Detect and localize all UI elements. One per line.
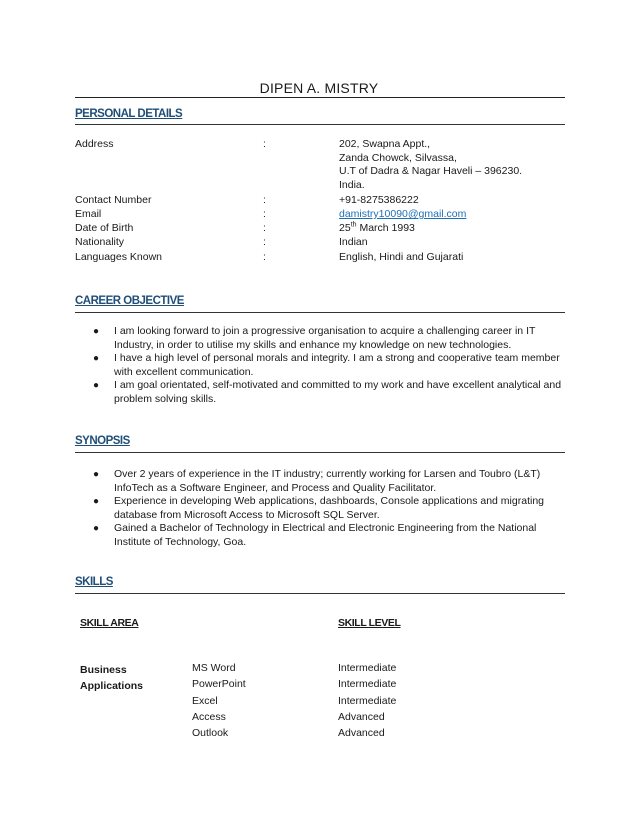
list-item — [90, 379, 565, 406]
dob-suffix: th — [350, 221, 357, 229]
list-item — [90, 325, 565, 352]
colon: : — [263, 138, 266, 150]
languages-label: Languages Known — [75, 251, 162, 263]
career-item-text: I am looking forward to join a progressive organisation to acquire a challenging career in IT Industry, in order to utilise my skills and enhance my knowledge on new technologies. — [114, 325, 536, 351]
colon: : — [263, 251, 266, 263]
colon: : — [263, 222, 266, 234]
synopsis-list — [90, 468, 565, 550]
section-divider — [75, 593, 565, 594]
skill-level: Advanced — [338, 711, 385, 723]
nationality-label: Nationality — [75, 236, 125, 248]
dob-value — [339, 222, 415, 236]
address-line-4: India. — [339, 179, 365, 191]
synopsis-item-text: Gained a Bachelor of Technology in Electrical and Electronic Engineering from the National Institute of Technology, Goa. — [114, 522, 537, 548]
email-label: Email — [75, 208, 102, 220]
address-line-2: Zanda Chowck, Silvassa, — [339, 152, 457, 164]
dob-day: 25 — [339, 222, 351, 234]
email-link[interactable]: damistry10090@gmail.com — [339, 208, 467, 220]
section-title-skills: SKILLS — [75, 576, 113, 588]
colon: : — [263, 208, 266, 220]
skill-level: Advanced — [338, 727, 385, 739]
section-title-personal-details: PERSONAL DETAILS — [75, 108, 183, 120]
bullet-icon: ● — [93, 380, 100, 392]
synopsis-item-text: Over 2 years of experience in the IT industry; currently working for Larsen and Toubro (L&T) InfoTech as a Software Engineer, and Process and Quality Facilitator. — [114, 468, 541, 494]
section-divider — [75, 124, 565, 125]
nationality-value: Indian — [339, 236, 368, 248]
skill-level: Intermediate — [338, 678, 397, 690]
bullet-icon: ● — [93, 469, 100, 480]
skill-level-header: SKILL LEVEL — [338, 617, 401, 629]
contact-label: Contact Number — [75, 194, 152, 206]
skill-category-line: Business — [80, 664, 127, 676]
address-label: Address — [75, 138, 114, 150]
address-line-3: U.T of Dadra & Nagar Haveli – 396230. — [339, 165, 523, 177]
skill-level: Intermediate — [338, 662, 397, 674]
section-divider — [75, 452, 565, 453]
career-item-text: I am goal orientated, self-motivated and committed to my work and have excellent analytical and problem solving skills. — [114, 379, 562, 405]
bullet-icon: ● — [93, 496, 100, 508]
career-item-text: I have a high level of personal morals and integrity. I am a strong and cooperative team member with excellent communication. — [114, 352, 560, 378]
languages-value: English, Hindi and Gujarati — [339, 251, 464, 263]
bullet-icon: ● — [93, 353, 100, 365]
skill-level: Intermediate — [338, 695, 397, 707]
dob-label: Date of Birth — [75, 222, 134, 234]
list-item — [90, 352, 565, 379]
list-item — [90, 495, 565, 522]
skill-category-line: Applications — [80, 680, 144, 692]
bullet-icon: ● — [93, 326, 100, 337]
name-divider — [75, 97, 565, 98]
section-divider — [75, 312, 565, 313]
synopsis-item-text: Experience in developing Web applications, dashboards, Console applications and migrating database from Microsoft Access to Microsoft SQL Server. — [114, 495, 544, 521]
dob-month-year: March 1993 — [356, 222, 415, 234]
section-title-career-objective: CAREER OBJECTIVE — [75, 295, 184, 307]
skill-name: PowerPoint — [192, 678, 246, 690]
bullet-icon: ● — [93, 523, 100, 535]
skill-name: Outlook — [192, 727, 229, 739]
colon: : — [263, 236, 266, 248]
resume-name: DIPEN A. MISTRY — [259, 80, 379, 96]
list-item — [90, 468, 565, 495]
colon: : — [263, 194, 266, 206]
skill-category — [80, 662, 143, 694]
address-line-1: 202, Swapna Appt., — [339, 138, 431, 150]
skill-area-header: SKILL AREA — [80, 617, 139, 629]
skill-name: Excel — [192, 695, 218, 707]
contact-value: +91-8275386222 — [339, 194, 419, 206]
skill-name: Access — [192, 711, 226, 723]
career-objective-list — [90, 325, 565, 407]
list-item — [90, 522, 565, 549]
section-title-synopsis: SYNOPSIS — [75, 435, 130, 447]
skill-name: MS Word — [192, 662, 236, 674]
